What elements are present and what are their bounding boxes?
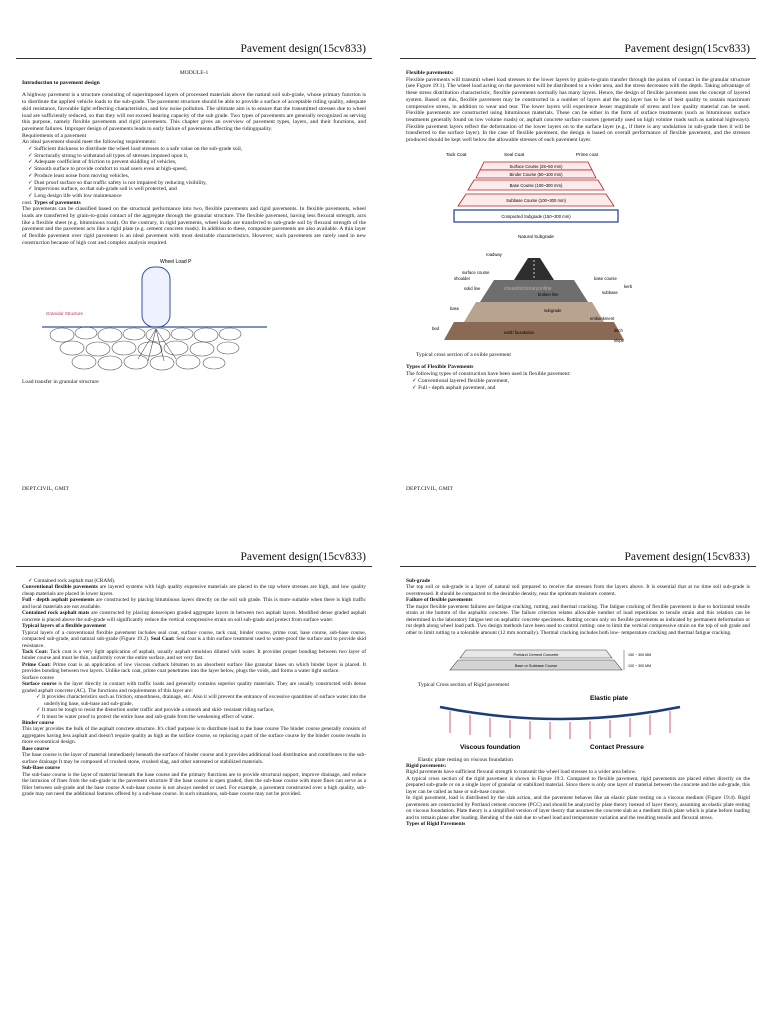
base-depth-label: 100 ~ 300 MM xyxy=(628,664,652,669)
list-item: ✓ Adequate coefficient of friction to prevent skidding of vehicles, xyxy=(22,159,366,166)
figure-caption: Load transfer in granular structure xyxy=(22,378,99,385)
slope-label: slope xyxy=(614,337,625,343)
page-header: Pavement design(15cv833) xyxy=(240,43,366,55)
kerb-label: kerb xyxy=(624,283,633,289)
base-label: Base or Subbase Course xyxy=(514,664,558,669)
requirements-lead: An ideal pavement should meet the following requirements: xyxy=(22,139,157,146)
broken-line-label: broken line xyxy=(538,291,559,297)
rigid-heading: Rigid pavements: xyxy=(406,762,447,769)
watermark-text: visualdictionaryonline xyxy=(504,285,552,292)
list-item: ✓ Impervious surface, so that sub-grade soil is well protected, and xyxy=(22,186,366,193)
prime-coat-text: Prime coat is an application of low viscous cutback bitumen to an absorbent surface like granular bases on which binder layer is placed. It provides bonding between two layers. Unlike tack coat, prime coat penetrates into the layer below, plugs the voids, and forms a water tight surface. xyxy=(22,661,366,675)
list-item: ✓ Conventional layered flexible pavement, xyxy=(406,378,750,385)
bed-label: bed xyxy=(432,325,439,331)
viscous-foundation-label: Viscous foundation xyxy=(460,743,521,751)
pcc-label: Portland Cement Concrete xyxy=(513,653,559,658)
figure-caption: Typical cross section of a exible pavement xyxy=(416,351,511,358)
prime-coat-label: Prime coat xyxy=(576,151,598,157)
contact-pressure-label: Contact Pressure xyxy=(590,743,644,751)
elastic-plate-figure xyxy=(430,691,690,755)
requirements-list xyxy=(22,146,366,200)
tack-coat-label: Tack Coat xyxy=(446,151,467,157)
rigid-text-1: Rigid pavements have sufficient flexural strength to transmit the wheel load stresses to a wider area below. xyxy=(406,769,637,776)
base-course-label: Base Course (100~300 mm) xyxy=(509,182,563,188)
page-body xyxy=(22,70,366,385)
page-body xyxy=(22,578,366,797)
conventional-heading: Conventional flexible pavements xyxy=(22,584,98,591)
wheel xyxy=(142,267,170,327)
rigid-text-3: In rigid pavement, load is distributed by the slab action, and the pavement behaves like an elastic plate resting on a viscous medium (Figure 19:4). Rigid pavements are constructed by Portland cement concrete (PCC) and should be analyzed by plate theory instead of layer theory, assuming an elastic plate resting on viscous foundation. Plate theory is a simplified version of layer theory that assumes the concrete slab as a medium thick plate which is plane before loading and to remain plane after loading. Bending of the slab due to wheel load and temperature variation and the resulting tensile and flexural stress. xyxy=(406,795,750,821)
binder-course-label: Binder Course (50~100 mm) xyxy=(509,171,563,177)
failure-heading: Failure of flexible pavements xyxy=(406,597,473,604)
surface-course-text: is the layer directly in contact with traffic loads and generally contains superior quality materials. They are usually constructed with dense graded asphalt concrete (AC). The functions and requirements of this layer are: xyxy=(22,681,367,694)
header-rule xyxy=(16,566,372,567)
rigid-text-2: A typical cross section of the rigid pavement is shown in Figure 19:3. Compared to flexible pavement, rigid pavements are placed either directly on the prepared sub-grade or on a single layer of granular or stabilized material. Since there is only one layer of material between the concrete and the sub-grade, this layer can be called as base or sub-base course. xyxy=(406,775,750,795)
surface-course-title: Surface course xyxy=(22,674,54,681)
seal-coat-heading: Seal Coat: xyxy=(150,636,175,643)
typical-layers-text: Typical layers of a conventional flexible pavement includes seal coat, surface course, tack coat, binder course, prime coat, base course, sub-base course, compacted sub-grade, and natural sub-grade (Figure 19.2). xyxy=(22,629,366,643)
load-arrows xyxy=(138,329,176,361)
subbase-course-text: The sub-base course is the layer of material beneath the base course and the primary functions are to provide structural support, improve drainage, and reduce the intrusion of fines from the sub-grade in the pavement structure If the base course is open graded, then the sub-base course with more fines can serve as a filler between sub-grade and the base course A sub-base course is not always needed or used. For example, a pavement constructed over a high quality, sub-grade may not need the additional features offered by a sub-base course. In such situations, sub-base course may not be provided. xyxy=(22,771,366,797)
page-3 xyxy=(8,518,380,1014)
list-item: ✓ Smooth surface to provide comfort to road users even at high-speed, xyxy=(22,166,366,173)
subgrade-heading: Sub-grade xyxy=(406,578,430,584)
tack-coat-text: Tack coat is a very light application of asphalt, usually asphalt emulsion diluted with water. It provides proper bonding between two layer of binder course and must be thin, uniformly cover the entire surface, and set very fast. xyxy=(22,648,366,662)
subgrade-text: The top soil or sub-grade is a layer of natural soil prepared to receive the stresses from the layers above. It is essential that at no time soil sub-grade is overstressed. It should be compacted to the desirable density, near the optimum moisture content. xyxy=(406,584,750,597)
pcc-depth-label: 150 ~ 300 MM xyxy=(628,653,652,658)
list-item: ✓ Contained rock asphalt mat (CRAM). xyxy=(22,578,366,584)
intro-heading: Introduction to pavement design xyxy=(22,79,100,86)
subbase-course-heading: Sub-Base course xyxy=(22,765,60,772)
rigid-types-heading: Types of Rigid Pavements xyxy=(406,821,466,828)
natural-subgrade-label: Natural Subgrade xyxy=(517,233,555,239)
subbase-photo-label: subbase xyxy=(602,289,618,295)
types-flexible-heading: Types of Flexible Pavements xyxy=(406,364,474,371)
requirements-heading: Requirements of a pavement xyxy=(22,132,87,139)
list-item: ✓ It must be water proof to protect the entire base and sub-grade from the weakening effect of water. xyxy=(22,714,366,720)
surface-course-photo-label: surface course xyxy=(462,269,490,275)
header-rule xyxy=(400,58,756,59)
header-rule xyxy=(400,566,756,567)
road-cross-section-illustration xyxy=(424,250,644,346)
intro-paragraph: A highway pavement is a structure consisting of superimposed layers of processed materials above the natural soil sub-grade, whose primary function is to distribute the applied vehicle loads to the sub-grade. The pavement structure should be able to provide a surface of acceptable riding quality, adequate skid resistance, favorable light reflecting characteristics, and low noise pollution. The ultimate aim is to ensure that the transmitted stresses due to wheel load are sufficiently reduced, so that they will not exceed bearing capacity of the sub grade. Two types of pavements are generally recognized as serving this purpose, namely flexible pavements and rigid pavements. This chapter gives an overview of pavement types, layers, and their functions, and pavement failures. Improper design of pavements leads to early failure of pavements affecting the ridingquality. xyxy=(22,92,366,132)
page-body xyxy=(406,578,750,828)
list-item: ✓ It provides characteristics such as friction, smoothness, drainage, etc. Also it will prevent the entrance of excessive quantities of surface water into the underlying base, sub-base and sub-grade, xyxy=(22,694,366,707)
granular-structure-figure xyxy=(42,255,272,375)
base-photo-label: base xyxy=(450,305,460,311)
granular-label: Granular Structure xyxy=(46,310,84,316)
elastic-plate-label: Elastic plate xyxy=(590,694,628,702)
full-depth-heading: Full - depth asphalt pavements xyxy=(22,597,95,604)
ditch-label: ditch xyxy=(614,327,623,333)
page-footer: DEPT.CIVIL, GMIT xyxy=(22,486,69,492)
types-flexible-lead: The following types of construction have been used in flexible pavement: xyxy=(406,371,571,378)
page-footer: DEPT.CIVIL, GMIT xyxy=(406,486,453,492)
subbase-course-label: Subbase Course (100~300 mm) xyxy=(506,197,566,203)
surface-course-label: Surface Course (25~50 mm) xyxy=(509,163,563,169)
elastic-figure-caption: Elastic plate resting on viscous foundation xyxy=(418,756,513,763)
cram-text: are constructed by placing dense/open graded aggregate layers in between two asphalt layers. Modified dense graded asphalt concrete is placed above the sub-grade will significantly reduce the vertical compressive strain on soil sub-grade and protect from surface water. xyxy=(22,610,366,623)
cram-heading: Contained rock asphalt mats xyxy=(22,610,90,617)
flexible-paragraph: Flexible pavements will transmit wheel load stresses to the lower layers by grain-to-grain transfer through the points of contact in the granular structure (see Figure 19:1). The wheel load acting on the pavement will be distributed to a wider area, and the stress decreases with the depth. Taking advantage of these stress distribution characteristic, flexible pavements normally has many layers. Hence, the design of flexible pavement uses the concept of layered system. Based on this, flexible pavement may be constructed in a number of layers and the top layer has to be of best quality to sustain maximum compressive stress, in addition to wear and tear. The lower layers will experience lesser magnitude of stress and low quality material can be used. Flexible pavements are constructed using bituminous materials. These can be either in the form of surface treatments (such as bituminous surface treatments generally found on low volume roads) or, asphalt concrete surface courses (generally used on high volume roads such as national highways). Flexible pavement layers reflect the deformation of the lower layers on to the surface layer (e.g., if there is any undulation in sub-grade then it will be transferred to the surface layer). In the case of flexible pavement, the design is based on overall performance of flexible pavement, and the stresses produced should be kept well below the allowable stresses of each pavement layer. xyxy=(406,76,750,144)
list-item: ✓ Produce least noise from moving vehicles, xyxy=(22,173,366,180)
failure-text: The major flexible pavement failures are fatigue cracking, rutting, and thermal cracking. The fatigue cracking of flexible pavement is due to horizontal tensile strain at the bottom of the asphaltic concrete. The failure criterion relates allowable number of load repetitions to tensile strain and this relation can be determined in the laboratory fatigue test on asphaltic concrete specimens. Rutting occurs only on flexible pavements as indicated by permanent deformation or rut depth along wheel load path. Two design methods have been used to control rutting: one to limit the vertical compressive strain on the top of sub grade and other to limit rutting to a tolerable amount (12 mm normally). Thermal cracking includes both low- temperature cracking and thermal fatigue cracking. xyxy=(406,603,750,636)
flexible-heading: Flexible pavements: xyxy=(406,70,454,76)
aggregate-particles xyxy=(50,327,241,370)
header-rule xyxy=(16,58,372,59)
roadway-label: roadway xyxy=(486,251,502,257)
page-body xyxy=(406,70,750,391)
tack-coat-heading: Tack Coat: xyxy=(22,648,49,655)
types-paragraph: The pavements can be classified based on the structural performance into two, flexible pavements and rigid pavements. In flexible pavements, wheel loads are transferred by grain-to-grain contact of the aggregate through the granular structure. The flexible pavement, having less flexural strength, acts like a flexible sheet (e.g. bituminous road). On the contrary, in rigid pavements, wheel loads are transferred to sub-grade soil by flexural strength of the pavement and the pavement acts like a rigid plate (e.g. cement concrete roads). In addition to these, composite pavements are also available. A thin layer of flexible pavement over rigid pavement is an ideal pavement with most desirable characteristics. However, such pavements are rarely used in new construction because of high cost and complex analysis required. xyxy=(22,206,366,246)
list-item: ✓ Long design life with low maintenance xyxy=(22,193,366,200)
list-item: ✓ Full - depth asphalt pavement, and xyxy=(406,385,750,392)
base-course-heading: Base course xyxy=(22,745,50,752)
page-header: Pavement design(15cv833) xyxy=(240,551,366,563)
conventional-text: are layered systems with high quality expensive materials are placed in the top where stresses are high, and low quality cheap materials are placed in lower layers. xyxy=(22,584,366,597)
subgrade-shape xyxy=(464,302,604,322)
list-item: ✓ Structurally strong to withstand all types of stresses imposed upon it, xyxy=(22,153,366,160)
binder-course-text: This layer provides the bulk of the asphalt concrete structure. It's chief purpose is to distribute load to the base course The binder course generally consists of aggregates having less asphalt and doesn't require quality as high as the surface course, so replacing a part of the surface course by the binder course results in more economical design. xyxy=(22,726,366,746)
base-course-photo-label: base course xyxy=(594,275,617,281)
subgrade-photo-label: subgrade xyxy=(544,307,562,313)
embankment-label: embankment xyxy=(590,315,615,321)
elastic-plate-curve xyxy=(440,707,680,719)
page-2 xyxy=(392,10,764,506)
compacted-subgrade-label: Compacted Subgrade (150~300 mm) xyxy=(501,213,571,219)
page-4 xyxy=(392,518,764,1014)
types-lead: cost. xyxy=(22,199,33,206)
page-header: Pavement design(15cv833) xyxy=(624,43,750,55)
full-depth-text: are constructed by placing bituminous layers directly on the soil sub grade. This is more suitable when there is high traffic and local materials are not available. xyxy=(22,597,366,610)
page-header: Pavement design(15cv833) xyxy=(624,551,750,563)
typical-layers-heading: Typical layers of a flexible pavement xyxy=(22,623,106,630)
seal-coat-text: Seal coat is a thin surface treatment used to water-proof the surface and to provide skid resistance. xyxy=(22,636,366,649)
prime-coat-heading: Prime Coat: xyxy=(22,661,51,668)
surface-course-heading: Surface course xyxy=(22,681,57,688)
list-item: ✓ Dust proof surface so that traffic safety is not impaired by reducing visibility, xyxy=(22,180,366,187)
list-item: ✓ It must be tough to resist the distortion under traffic and provide a smooth and skid- resistant riding surface, xyxy=(22,707,366,713)
solid-line-label: solid line xyxy=(464,285,481,291)
earth-foundation-label: earth foundation xyxy=(504,329,535,335)
seal-coat-label: Seal Coat xyxy=(504,151,525,157)
module-title: MODULE-1 xyxy=(179,70,209,76)
flexible-layers-figure xyxy=(426,150,646,250)
binder-course-heading: Binder course xyxy=(22,719,55,726)
shoulder-label: shoulder xyxy=(454,275,471,281)
page-1 xyxy=(8,10,380,506)
types-heading: Types of pavements xyxy=(33,199,81,206)
base-course-text: The base course is the layer of material immediately beneath the surface of binder course and it provides additional load distribution and contributes to the sub-surface drainage It may be composed of crushed stone, crushed slag, and other untreated or stabilized materials. xyxy=(22,752,366,765)
rigid-section-figure xyxy=(436,644,686,678)
rigid-figure-caption: Typical Cross section of Rigid pavement xyxy=(418,682,510,689)
wheel-load-label: Wheel Load P xyxy=(160,258,192,265)
list-item: ✓ Sufficient thickness to distribute the wheel load stresses to a safe value on the sub-grade soil, xyxy=(22,146,366,153)
